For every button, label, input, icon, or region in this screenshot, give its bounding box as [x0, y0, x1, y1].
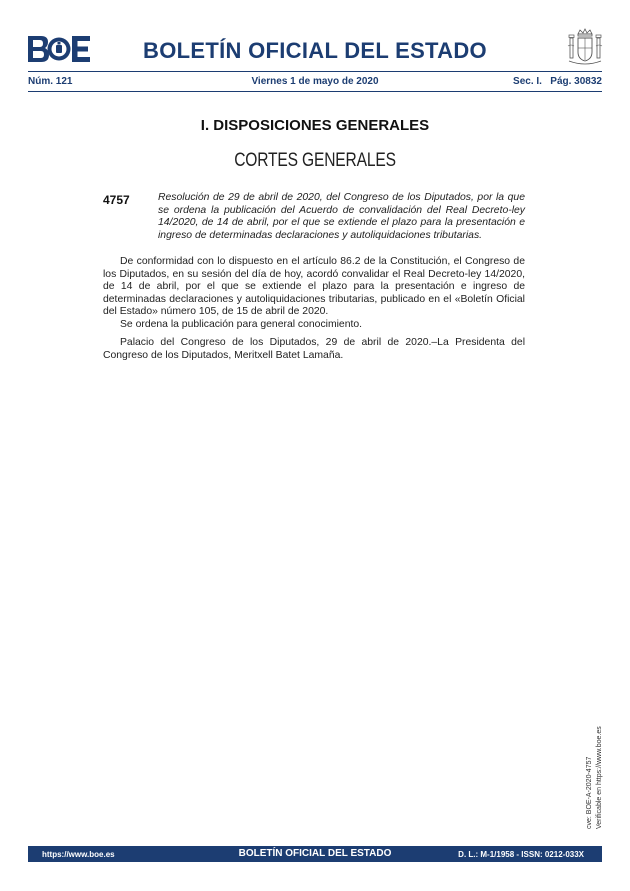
- body-text: [103, 256, 525, 362]
- disposition-summary: Resolución de 29 de abril de 2020, del Congreso de los Diputados, por la que se ordena la publicación del Acuerdo de convalidación del Real Decreto-ley 14/2020, de 14 de abril, por el que se extiende el plazo para la presentación e ingreso de determinadas declaraciones y autoliquidaciones tributarias.: [158, 192, 525, 241]
- footer-legal: D. L.: M-1/1958 - ISSN: 0212-033X: [458, 850, 584, 859]
- issue-date: Viernes 1 de mayo de 2020: [251, 76, 379, 87]
- organization-heading: CORTES GENERALES: [234, 150, 396, 171]
- footer-url-link[interactable]: https://www.boe.es: [42, 850, 115, 859]
- body-paragraph-signature: Palacio del Congreso de los Diputados, 29 de abril de 2020.–La Presidenta del Congreso de los Diputados, Meritxell Batet Lamaña.: [103, 337, 525, 361]
- footer-bar: [28, 846, 602, 862]
- verification-note: [585, 726, 605, 829]
- header-rule-bottom: [28, 91, 602, 92]
- section-page: Sec. I. Pág. 30832: [513, 76, 602, 87]
- issue-number: Núm. 121: [28, 76, 73, 87]
- masthead-title: BOLETÍN OFICIAL DEL ESTADO: [143, 38, 487, 63]
- body-paragraph: Se ordena la publicación para general conocimiento.: [120, 318, 363, 330]
- cve-code: cve: BOE-A-2020-4757: [586, 756, 593, 829]
- disposition-number: 4757: [103, 193, 130, 207]
- verification-url: Verificable en https://www.boe.es: [596, 726, 603, 829]
- footer-title: BOLETÍN OFICIAL DEL ESTADO: [238, 848, 392, 859]
- header-rule-top: [28, 71, 602, 72]
- coat-of-arms-icon: [566, 28, 604, 68]
- section-heading: I. DISPOSICIONES GENERALES: [200, 117, 430, 134]
- body-paragraph: De conformidad con lo dispuesto en el artículo 86.2 de la Constitución, el Congreso de los Diputados, en su sesión del día de hoy, acordó convalidar el Real Decreto-ley 14/2020, de 14 de abril, por el que se extiende el plazo para la presentación e ingreso de determinadas declaraciones y autoliquidaciones tributarias, publicado en el «Boletín Oficial del Estado» número 105, de 15 de abril de 2020.: [103, 256, 525, 317]
